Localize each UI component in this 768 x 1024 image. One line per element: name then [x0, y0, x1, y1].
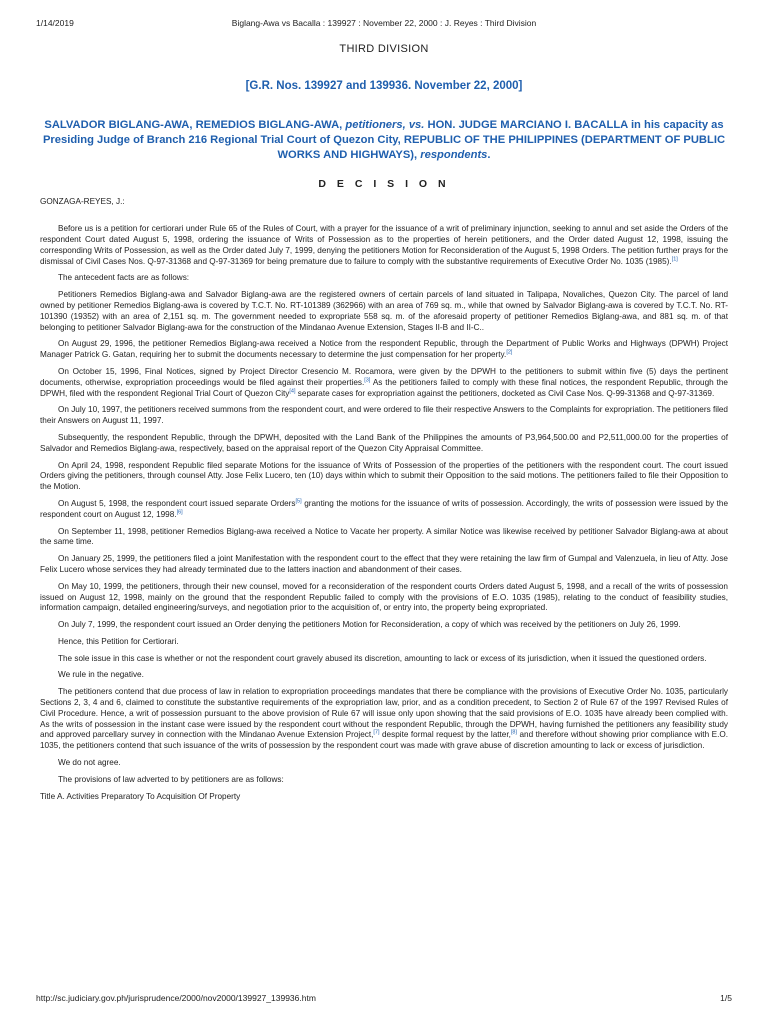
- paragraph-11: On January 25, 1999, the petitioners filed a joint Manifestation with the respondent court to the effect that they were retaining the law firm of Gumpal and Valenzuela, in lieu of Atty. Jose Felix Lucero whose services they had already terminated due to the latters inaction and abandonment of their cases.: [40, 554, 728, 574]
- footnote-link-1[interactable]: [1]: [671, 255, 678, 262]
- paragraph-17: [40, 687, 728, 752]
- paragraph-16: We rule in the negative.: [58, 670, 144, 680]
- paragraph-13: On July 7, 1999, the respondent court issued an Order denying the petitioners Motion for Reconsideration, a copy of which was received by the petitioners on July 26, 1999.: [58, 620, 681, 630]
- footnote-link-7[interactable]: [7]: [373, 729, 380, 736]
- paragraph-7: Subsequently, the respondent Republic, through the DPWH, deposited with the Land Bank of the Philippines the amounts of P3,964,500.00 and P2,511,000.00 for the properties of Salvador and Remedios Biglang-awa, respectively, based on the appraisal report of the Quezon City Appraisal Committee.: [40, 432, 728, 453]
- footnote-link-5[interactable]: [5]: [295, 498, 302, 505]
- petitioners-label: petitioners: [345, 118, 403, 131]
- paragraph-5: [40, 367, 728, 399]
- parties-end: .: [487, 148, 491, 161]
- page-number: 1/5: [720, 993, 732, 1003]
- paragraph-text: Before us is a petition for certiorari under Rule 65 of the Rules of Court, with a prayer for the issuance of a writ of preliminary injunction, seeking to annul and set aside the Orders of the respondent Court dated August 5, 1998, ordering the issuance of Writs of Possession as to the properties of herein petitioners, and the Order dated August 12, 1998, issuing the corresponding Writs of Possession, as well as the Order dated July 7, 1999, denying the petitioners Motion for Reconsideration of the August 5, 1998 Orders. The petition further prays for the dismissal of Civil Cases Nos. Q-97-31368 and Q-97-31369 for being premature due to failure to comply with the substantive requirements of Executive Order No. 1035 (1985).: [40, 224, 728, 266]
- paragraph-6: On July 10, 1997, the petitioners received summons from the respondent court, and were ordered to file their respective Answers to the Complaints for expropriation. The petitioners filed their Answers on August 11, 1997.: [40, 405, 728, 426]
- page-header: [0, 18, 768, 30]
- division-heading: THIRD DIVISION: [339, 43, 429, 55]
- paragraph-18: We do not agree.: [58, 758, 121, 768]
- gr-number: [G.R. Nos. 139927 and 139936. November 22, 2000]: [245, 79, 523, 92]
- footnote-link-2[interactable]: [2]: [506, 349, 513, 356]
- paragraph-19: The provisions of law adverted to by petitioners are as follows:: [58, 774, 284, 784]
- vs-label: , vs.: [402, 118, 428, 131]
- ponente: GONZAGA-REYES, J.:: [40, 197, 125, 207]
- print-title: Biglang-Awa vs Bacalla : 139927 : November 22, 2000 : J. Reyes : Third Division: [231, 18, 537, 28]
- petitioner-names: SALVADOR BIGLANG-AWA, REMEDIOS BIGLANG-AWA,: [44, 118, 346, 131]
- paragraph-4: [40, 339, 728, 361]
- title-a-heading: Title A. Activities Preparatory To Acquisition Of Property: [40, 791, 241, 801]
- paragraph-text: On August 5, 1998, the respondent court issued separate Orders: [58, 498, 296, 508]
- footnote-link-8[interactable]: [8]: [510, 729, 518, 736]
- footnote-link-6[interactable]: [6]: [176, 508, 183, 515]
- paragraph-text: despite formal request by the latter,: [379, 730, 511, 740]
- footnote-link-3[interactable]: [3]: [364, 377, 371, 384]
- respondent-names: HON. JUDGE MARCIANO I. BACALLA in his capacity as Presiding Judge of Branch 216 Regional Trial Court of Quezon City, REPUBLIC OF THE PHILIPPINES (DEPARTMENT OF PUBLIC WORKS AND HIGHWAYS),: [42, 118, 726, 161]
- paragraph-text: On August 29, 1996, the petitioner Remedios Biglang-awa received a Notice from the respondent Republic, through the Department of Public Works and Highways (DPWH) Project Manager Patrick G. Gatan, requiring her to submit the documents necessary to determine the just compensation for her property.: [40, 339, 728, 360]
- respondents-label: respondents: [420, 148, 488, 161]
- paragraph-1: [40, 224, 728, 267]
- paragraph-8: On April 24, 1998, respondent Republic filed separate Motions for the issuance of Writs of Possession of the properties of the petitioners with the respondent court. The court issued Orders giving the petitioners, through counsel Atty. Jose Felix Lucero, ten (10) days within which to submit their Opposition to the said motions. The petitioners failed to file their Opposition to the Motion.: [40, 460, 728, 492]
- paragraph-3: Petitioners Remedios Biglang-awa and Salvador Biglang-awa are the registered owners of certain parcels of land situated in Talipapa, Novaliches, Quezon City. The parcel of land owned by petitioner Remedios Biglang-awa is covered by T.C.T. No. RT-101389 (362966) with an area of 769 sq. m., while that owned by Salvador Biglang-awa is covered by T.C.T. No. RT-101390 (19352) with an area of 2,151 sq. m. The government needed to expropriate 558 sq. m. of the aforesaid property of petitioner Remedios Biglang-awa, and 881 sq. m. of that belonging to petitioner Salvador Biglang-awa for the construction of the Mindanao Avenue Extension, Stages II-B and II-C..: [40, 290, 728, 332]
- case-parties: [40, 118, 728, 163]
- source-url: http://sc.judiciary.gov.ph/jurisprudence/2000/nov2000/139927_139936.htm: [36, 993, 316, 1003]
- paragraph-9: [40, 499, 728, 521]
- paragraph-text: granting the motions for the issuance of writs of possession. Accordingly, the writs of possession were issued by the respondent court on August 12, 1998.: [40, 498, 728, 519]
- paragraph-15: The sole issue in this case is whether or not the respondent court gravely abused its discretion, amounting to lack or excess of its jurisdiction, when it issued the questioned orders.: [58, 653, 707, 663]
- paragraph-text: On October 15, 1996, Final Notices, signed by Project Director Cresencio M. Rocamora, were given by the DPWH to the petitioners to submit within five (5) days the pertinent documents, otherwise, expropriation proceedings would be filed against their properties.: [40, 366, 728, 387]
- page-footer: [0, 993, 768, 1005]
- paragraph-12: On May 10, 1999, the petitioners, through their new counsel, moved for a reconsideration of the respondent courts Orders dated August 5, 1998, and a recall of the writs of possession issued on August 12, 1998, mainly on the ground that the respondent Republic failed to comply with the provisions of E.O. 1035 (1985), relating to the conduct of feasibility studies, information campaign, detailed engineering/surveys, and negotiation prior to the acquisition of, or entry into, the property being expropriated.: [40, 581, 728, 613]
- paragraph-2: The antecedent facts are as follows:: [58, 273, 190, 283]
- paragraph-text: separate cases for expropriation against the petitioners, docketed as Civil Case Nos. Q-99-31368 and Q-97-31369.: [295, 388, 715, 398]
- footnote-link-4[interactable]: [4]: [289, 387, 296, 394]
- decision-heading: D E C I S I O N: [318, 177, 450, 190]
- paragraph-text: and therefore without showing prior compliance with E.O. 1035, the petitioners contend that such issuance of the writs of possession by the respondent court was made with grave abuse of discretion amounting to lack or excess of jurisdiction.: [40, 730, 728, 751]
- paragraph-text: The petitioners contend that due process of law in relation to expropriation proceedings mandates that there be compliance with the provisions of Executive Order No. 1035, particularly Sections 2, 3, 4 and 6, claimed to constitute the substantive requirements of the expropriation law, prior, and as a condition precedent, to Section 2 of Rule 67 of the 1997 Revised Rules of Civil Procedure. Hence, a writ of possession pursuant to the above provision of Rule 67 will issue only upon showing that the said provisions of E.O. 1035 have already been complied with. As the writs of possession in the instant case were issued by the respondent court without the respondent Republic, through the DPWH, having furnished the petitioners any feasibility study and approved parcellary survey in connection with the Mindanao Avenue Extension Project,: [40, 687, 728, 740]
- paragraph-14: Hence, this Petition for Certiorari.: [58, 636, 179, 646]
- print-date: 1/14/2019: [36, 18, 74, 28]
- paragraph-10: On September 11, 1998, petitioner Remedios Biglang-awa received a Notice to Vacate her property. A similar Notice was likewise received by petitioner Salvador Biglang-awa at about the same time.: [40, 526, 728, 547]
- paragraph-text: As the petitioners failed to comply with these final notices, the respondent Republic, through the DPWH, filed with the respondent Regional Trial Court of Quezon City: [40, 377, 728, 398]
- document-body: [40, 40, 728, 808]
